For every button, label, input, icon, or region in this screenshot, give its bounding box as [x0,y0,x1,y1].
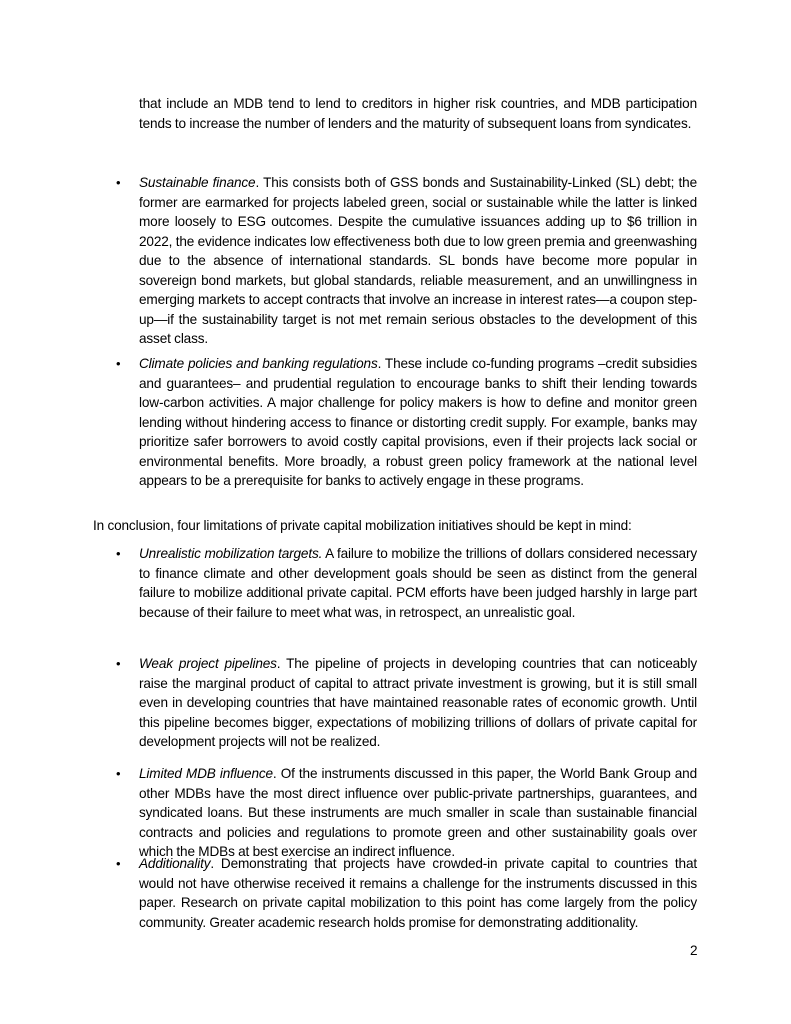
list-item [116,173,697,349]
item-text: . These include co-funding programs –credit subsidies and guarantees– and prudential regulation to encourage banks to shift their lending towards low-carbon activities. A major challenge for policy makers is how to define and monitor green lending without hindering access to finance or distorting credit supply. For example, banks may prioritize safer borrowers to avoid costly capital provisions, even if their projects lack social or environmental benefits. More broadly, a robust green policy framework at the national level appears to be a prerequisite for banks to actively engage in these programs. [139,356,697,489]
item-title: Weak project pipelines [139,656,277,671]
list-item [116,854,697,932]
item-title: Additionality [139,856,211,871]
item-title: Sustainable finance [139,175,256,190]
list-item [116,544,697,622]
item-text: . This consists both of GSS bonds and Sustainability-Linked (SL) debt; the former are earmarked for projects labeled green, social or sustainable while the latter is linked more loosely to ESG outcomes. Despite the cumulative issuances adding up to $6 trillion in 2022, the evidence indicates low effectiveness both due to low green premia and greenwashing due to the absence of international standards. SL bonds have become more popular in sovereign bond markets, but global standards, reliable measurement, and an unwillingness in emerging markets to accept contracts that involve an increase in interest rates—a coupon step-up—if the sustainability target is not met remain serious obstacles to the development of this asset class. [139,175,697,347]
list-item [116,654,697,752]
bullet-icon: • [116,656,121,671]
bullet-icon: • [116,856,121,871]
item-title: Climate policies and banking regulations [139,356,378,371]
item-title: Unrealistic mobilization targets. [139,546,323,561]
page-number: 2 [690,943,698,958]
list-item [116,764,697,862]
bullet-icon: • [116,766,121,781]
item-text: . The pipeline of projects in developing countries that can noticeably raise the marginal product of capital to attract private investment is growing, but it is still small even in developing countries that have maintained reasonable rates of economic growth. Until this pipeline becomes bigger, expectations of mobilizing trillions of dollars of private capital for development projects will not be realized. [139,656,697,750]
item-text: . Of the instruments discussed in this paper, the World Bank Group and other MDBs have the most direct influence over public-private partnerships, guarantees, and syndicated loans. But these instruments are much smaller in scale than sustainable financial contracts and policies and regulations to promote green and other sustainability goals over which the MDBs at best exercise an indirect influence. [139,766,697,860]
bullet-icon: • [116,175,121,190]
continuation-paragraph: that include an MDB tend to lend to creditors in higher risk countries, and MDB participation tends to increase the number of lenders and the maturity of subsequent loans from syndicates. [139,96,697,131]
conclusion-paragraph: In conclusion, four limitations of private capital mobilization initiatives should be kept in mind: [93,518,632,533]
list-item [116,354,697,491]
bullet-icon: • [116,356,121,371]
item-text: A failure to mobilize the trillions of dollars considered necessary to finance climate and other development goals should be seen as distinct from the general failure to mobilize additional private capital. PCM efforts have been judged harshly in large part because of their failure to meet what was, in retrospect, an unrealistic goal. [139,546,697,620]
item-text: . Demonstrating that projects have crowded-in private capital to countries that would not have otherwise received it remains a challenge for the instruments discussed in this paper. Research on private capital mobilization to this point has come largely from the policy community. Greater academic research holds promise for demonstrating additionality. [139,856,697,930]
bullet-icon: • [116,546,121,561]
item-title: Limited MDB influence [139,766,273,781]
